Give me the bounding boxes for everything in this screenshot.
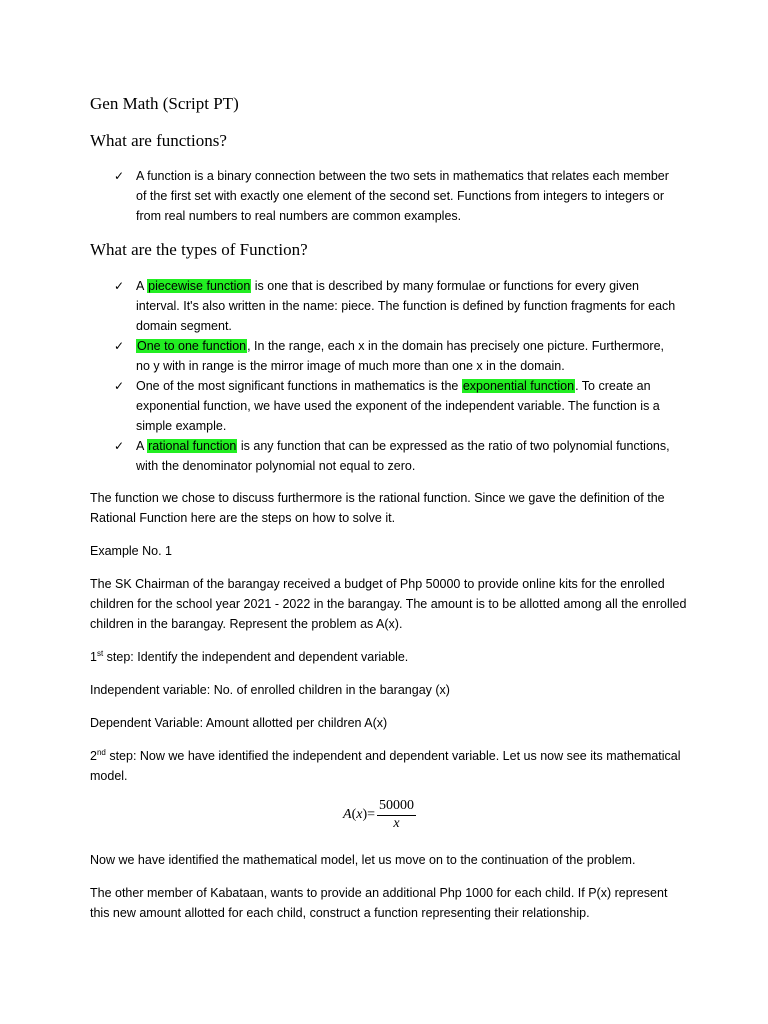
continuation-paragraph: Now we have identified the mathematical model, let us move on to the continuation of the problem. — [90, 853, 636, 867]
section-heading-types: What are the types of Function? — [90, 240, 308, 259]
problem-paragraph: The SK Chairman of the barangay received a budget of Php 50000 to provide online kits for the enrolled children for the school year 2021 - 2022 in the barangay. The amount is to be allotted among all the enrolled children in the barangay. Represent the problem as A(x). — [90, 577, 687, 631]
highlighted-term: rational function — [148, 439, 237, 453]
highlighted-term: piecewise function — [148, 279, 251, 293]
step-one-paragraph — [90, 647, 690, 667]
list-item-text-after: is one that is described by many formulae or functions for every given interval. It's also written in the name: piece. The function is defined by function fragments for each domain segment. — [136, 279, 676, 333]
list-item-text-after: , In the range, each x in the domain has precisely one picture. Furthermore, no y with in range is the mirror image of much more than one x in the domain. — [136, 339, 664, 373]
list-item-text-before: A — [136, 279, 148, 293]
math-formula — [343, 798, 416, 832]
list-item-text-after: . To create an exponential function, we have used the exponent of the independent variable. The function is a simple example. — [136, 379, 660, 433]
follow-up-problem-paragraph: The other member of Kabataan, wants to provide an additional Php 1000 for each child. If P(x) represent this new amount allotted for each child, construct a function representing their relationship. — [90, 886, 668, 920]
list-item-text-before: One of the most significant functions in mathematics is the — [136, 379, 462, 393]
formula-open-paren: ( — [351, 807, 357, 822]
check-mark-icon: ✓ — [114, 339, 125, 353]
step-two-paragraph — [90, 746, 690, 786]
list-item — [90, 436, 680, 476]
formula-function-name: A — [343, 807, 352, 822]
check-mark-icon: ✓ — [114, 279, 125, 293]
check-mark-icon: ✓ — [114, 169, 125, 183]
highlighted-term: exponential function — [462, 379, 575, 393]
function-types-list — [90, 276, 680, 476]
highlighted-term: One to one function — [137, 339, 247, 353]
list-item — [90, 166, 680, 226]
step-number: 1 — [90, 650, 97, 664]
independent-variable-paragraph: Independent variable: No. of enrolled children in the barangay (x) — [90, 683, 450, 697]
check-mark-icon: ✓ — [114, 379, 125, 393]
formula-variable: x — [356, 807, 363, 822]
list-item-text: A function is a binary connection between the two sets in mathematics that relates each member of the first set with exactly one element of the second set. Functions from integers to integers or from real numbers to real numbers are common examples. — [136, 169, 669, 223]
list-item — [90, 336, 680, 376]
intro-paragraph: The function we chose to discuss furthermore is the rational function. Since we gave the definition of the Rational Function here are the steps on how to solve it. — [90, 491, 665, 525]
step-ordinal: nd — [96, 747, 106, 757]
formula-equals: = — [367, 807, 376, 822]
dependent-variable-paragraph: Dependent Variable: Amount allotted per children A(x) — [90, 716, 388, 730]
step-number: 2 — [90, 749, 97, 763]
formula-fraction — [377, 798, 416, 832]
step-ordinal: st — [96, 648, 104, 658]
example-heading: Example No. 1 — [90, 544, 172, 558]
section-heading-functions: What are functions? — [90, 131, 227, 150]
document-title: Gen Math (Script PT) — [90, 94, 239, 113]
formula-numerator: 50000 — [377, 798, 416, 816]
list-item — [90, 376, 680, 436]
check-mark-icon: ✓ — [114, 439, 125, 453]
functions-definition-list — [90, 166, 680, 226]
formula-denominator: x — [393, 816, 400, 831]
list-item-text-after: is any function that can be expressed as the ratio of two polynomial functions, with the denominator polynomial not equal to zero. — [136, 439, 670, 473]
step-text: step: Now we have identified the independent and dependent variable. Let us now see its mathematical model. — [90, 749, 681, 783]
formula-close-paren: ) — [362, 807, 368, 822]
list-item — [90, 276, 680, 336]
step-text: step: Identify the independent and dependent variable. — [103, 650, 409, 664]
list-item-text-before: A — [136, 439, 148, 453]
